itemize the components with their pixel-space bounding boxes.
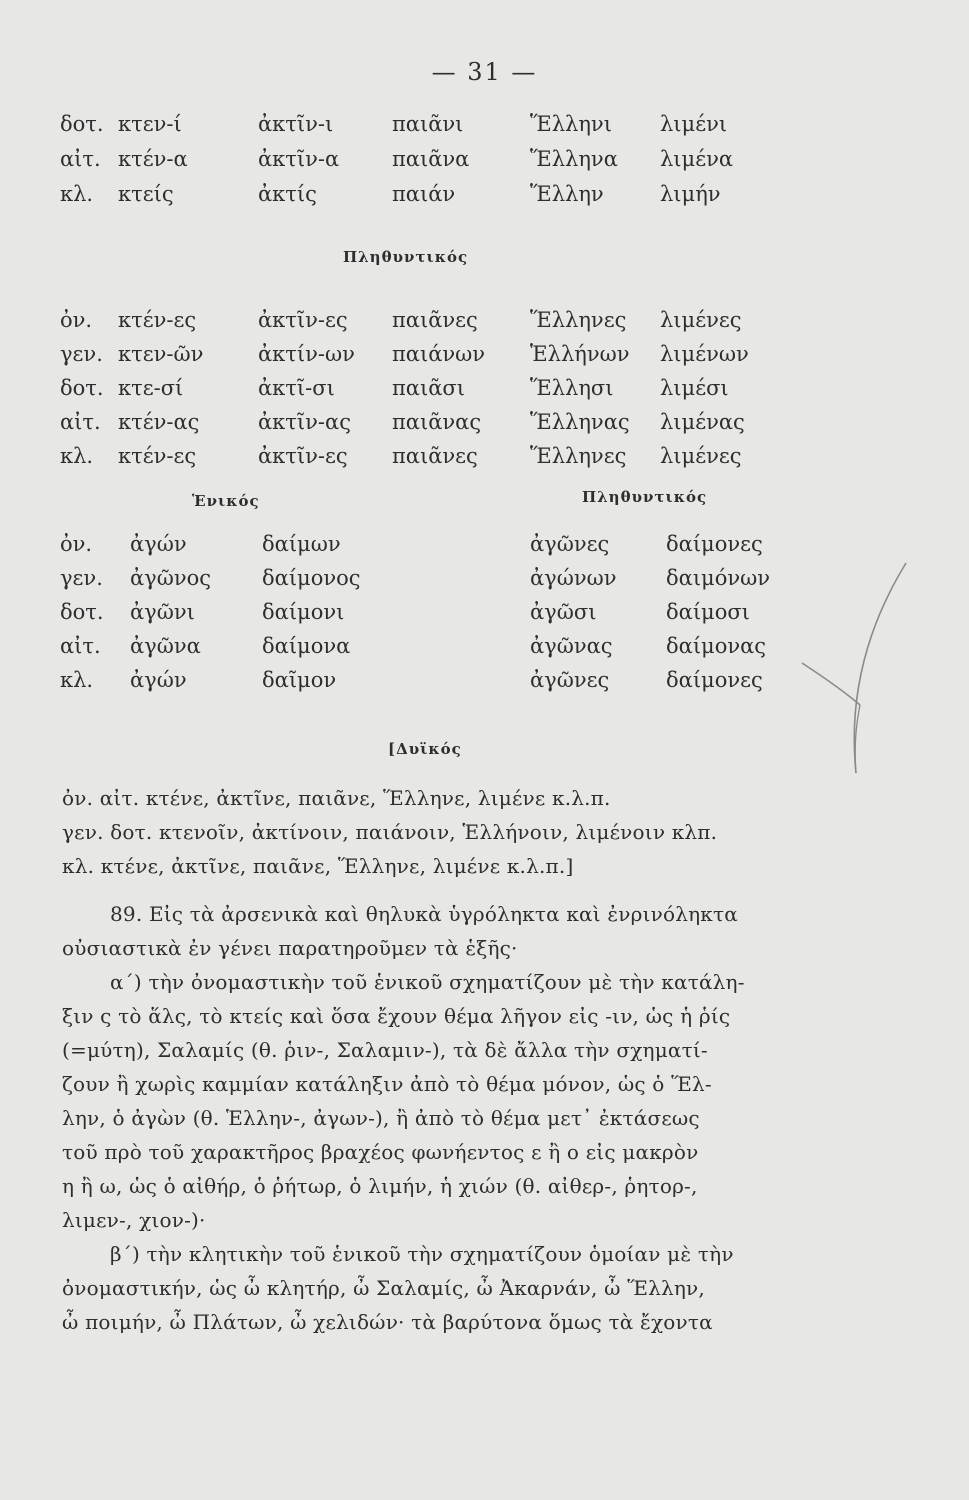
table-row [0, 410, 969, 444]
paragraph-line: λην, ὁ ἀγὼν (θ. Ἑλλην-, ἀγων-), ἢ ἀπὸ τὸ θέμα μετ᾽ ἐκτάσεως [62, 1106, 700, 1130]
cell: κτέν-α [118, 147, 188, 171]
paragraph-line: ξιν ς τὸ ἅλς, τὸ κτείς καὶ ὅσα ἔχουν θέμα λῆγον εἰς -ιν, ὡς ἡ ῥίς [62, 1004, 731, 1028]
cell: κτέν-ες [118, 308, 197, 332]
paragraph-line: (=μύτη), Σαλαμίς (θ. ῥιν-, Σαλαμιν-), τὰ δὲ ἄλλα τὴν σχηματί- [62, 1038, 708, 1062]
cell: Ἑλλήνων [530, 342, 630, 366]
cell: λιμένα [660, 147, 734, 171]
table-row [0, 342, 969, 376]
paragraph-line: ὦ ποιμήν, ὦ Πλάτων, ὦ χελιδών· τὰ βαρύτονα ὅμως τὰ ἔχοντα [62, 1310, 713, 1334]
cell: ἀγῶσι [530, 600, 597, 624]
cell: δαίμονας [666, 634, 767, 658]
cell: Ἕλληνες [530, 444, 627, 468]
cell: παιᾶνες [392, 444, 478, 468]
cell: Ἕλληνας [530, 410, 630, 434]
section-heading-plural: Πληθυντικός [343, 248, 469, 266]
case-label: δοτ. [60, 376, 104, 400]
section-heading-plural: Πληθυντικός [582, 488, 708, 506]
cell: ἀκτῖν-α [258, 147, 340, 171]
case-label: δοτ. [60, 600, 104, 624]
cell: κτεν-ῶν [118, 342, 204, 366]
cell: παιᾶνα [392, 147, 470, 171]
cell: Ἕλλησι [530, 376, 614, 400]
cell: δαίμονες [666, 668, 763, 692]
cell: ἀγών [130, 532, 187, 556]
cell: κτεν-ί [118, 112, 182, 136]
case-label: κλ. [60, 444, 94, 468]
table-row [0, 308, 969, 342]
cell: κτείς [118, 182, 174, 206]
cell: δαίμονος [262, 566, 361, 590]
cell: Ἕλληνες [530, 308, 627, 332]
table-row [0, 147, 969, 181]
paragraph-line: α΄) τὴν ὀνομαστικὴν τοῦ ἑνικοῦ σχηματίζουν μὲ τὴν κατάλη- [110, 970, 745, 994]
case-label: αἰτ. [60, 410, 101, 434]
case-label: ὀν. [60, 308, 93, 332]
cell: κτέν-ες [118, 444, 197, 468]
cell: δαιμόνων [666, 566, 771, 590]
case-label: αἰτ. [60, 634, 101, 658]
cell: δαίμοσι [666, 600, 750, 624]
case-label: κλ. [60, 668, 94, 692]
cell: ἀκτῖν-ες [258, 308, 348, 332]
cell: ἀγῶνι [130, 600, 195, 624]
paragraph-line: τοῦ πρὸ τοῦ χαρακτῆρος βραχέος φωνήεντος ε ἢ ο εἰς μακρὸν [62, 1140, 699, 1164]
cell: ἀγῶνες [530, 532, 610, 556]
cell: Ἕλληνα [530, 147, 618, 171]
paragraph-line: λιμεν-, χιον-)· [62, 1208, 206, 1232]
cell: ἀκτίς [258, 182, 317, 206]
dual-line: κλ. κτένε, ἀκτῖνε, παιᾶνε, Ἕλληνε, λιμένε κ.λ.π.] [62, 854, 574, 878]
cell: δαίμονες [666, 532, 763, 556]
paragraph-line: 89. Εἰς τὰ ἀρσενικὰ καὶ θηλυκὰ ὑγρόληκτα καὶ ἐνρινόληκτα [110, 902, 738, 926]
case-label: γεν. [60, 342, 103, 366]
section-heading-singular: Ἑνικός [192, 492, 260, 510]
cell: λιμήν [660, 182, 721, 206]
table-row [0, 182, 969, 216]
cell: ἀγῶνα [130, 634, 201, 658]
cell: ἀγῶνας [530, 634, 613, 658]
paragraph-line: η ἢ ω, ὡς ὁ αἰθήρ, ὁ ῥήτωρ, ὁ λιμήν, ἡ χιών (θ. αἰθερ-, ῥητορ-, [62, 1174, 698, 1198]
paragraph-line: β΄) τὴν κλητικὴν τοῦ ἑνικοῦ τὴν σχηματίζουν ὁμοίαν μὲ τὴν [110, 1242, 734, 1266]
pencil-mark-icon [798, 555, 918, 785]
cell: παιᾶνι [392, 112, 464, 136]
cell: Ἕλλην [530, 182, 604, 206]
cell: ἀκτῖ-σι [258, 376, 335, 400]
paragraph-line: ὀνομαστικήν, ὡς ὦ κλητήρ, ὦ Σαλαμίς, ὦ Ἀκαρνάν, ὦ Ἕλλην, [62, 1276, 705, 1300]
dual-line: γεν. δοτ. κτενοῖν, ἀκτίνοιν, παιάνοιν, Ἑλλήνοιν, λιμένοιν κλπ. [62, 820, 718, 844]
cell: Ἕλληνι [530, 112, 612, 136]
cell: παιᾶνες [392, 308, 478, 332]
cell: δαίμονα [262, 634, 351, 658]
cell: λιμέσι [660, 376, 729, 400]
cell: λιμένι [660, 112, 728, 136]
cell: κτέν-ας [118, 410, 200, 434]
section-heading-dual: [Δυϊκός [388, 740, 462, 758]
table-row [0, 444, 969, 478]
cell: λιμένες [660, 444, 742, 468]
cell: ἀκτῖν-ες [258, 444, 348, 468]
cell: ἀγώνων [530, 566, 617, 590]
case-label: κλ. [60, 182, 94, 206]
table-row [0, 112, 969, 146]
case-label: δοτ. [60, 112, 104, 136]
cell: λιμένας [660, 410, 745, 434]
cell: ἀκτίν-ων [258, 342, 355, 366]
paragraph-line: ζουν ἢ χωρὶς καμμίαν κατάληξιν ἀπὸ τὸ θέμα μόνον, ὡς ὁ Ἕλ- [62, 1072, 712, 1096]
cell: ἀγῶνες [530, 668, 610, 692]
cell: δαίμων [262, 532, 341, 556]
dual-line: ὀν. αἰτ. κτένε, ἀκτῖνε, παιᾶνε, Ἕλληνε, λιμένε κ.λ.π. [62, 786, 611, 810]
paragraph-line: οὐσιαστικὰ ἐν γένει παρατηροῦμεν τὰ ἑξῆς· [62, 936, 518, 960]
cell: δαῖμον [262, 668, 337, 692]
cell: παιάνων [392, 342, 486, 366]
cell: παιᾶσι [392, 376, 465, 400]
table-row [0, 376, 969, 410]
cell: ἀγών [130, 668, 187, 692]
cell: ἀκτῖν-ας [258, 410, 351, 434]
cell: λιμένων [660, 342, 749, 366]
cell: λιμένες [660, 308, 742, 332]
case-label: γεν. [60, 566, 103, 590]
cell: παιάν [392, 182, 456, 206]
case-label: ὀν. [60, 532, 93, 556]
page-number: — 31 — [431, 58, 538, 86]
cell: κτε-σί [118, 376, 184, 400]
cell: ἀκτῖν-ι [258, 112, 334, 136]
cell: ἀγῶνος [130, 566, 212, 590]
case-label: αἰτ. [60, 147, 101, 171]
cell: δαίμονι [262, 600, 345, 624]
cell: παιᾶνας [392, 410, 482, 434]
